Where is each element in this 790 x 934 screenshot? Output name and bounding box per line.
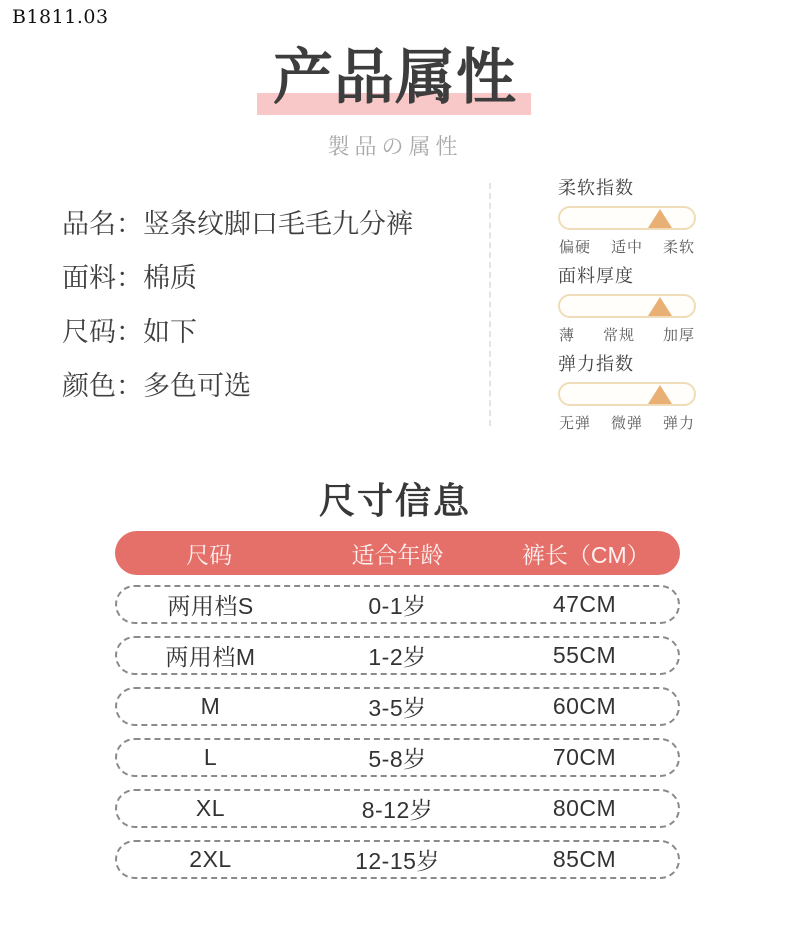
level-label: 微弹 [610,415,643,432]
cell-size: 两用档M [165,644,256,670]
triangle-marker-icon [648,385,672,404]
indicator-title: 面料厚度 [558,266,634,286]
level-label: 适中 [610,239,643,256]
cell-size: XL [195,795,226,821]
attribute-fabric [62,259,413,297]
indicator-thickness [558,264,696,347]
column-header-size: 尺码 [186,541,233,568]
column-header-age: 适合年龄 [351,541,444,568]
cell-size: 2XL [189,846,232,872]
attribute-label: 品名： [62,209,143,239]
indicator-track [558,206,696,230]
level-label: 常规 [602,327,635,344]
attribute-color [62,367,413,405]
page-title: 产品属性 [273,44,517,111]
size-table-header [115,531,680,575]
attribute-size [62,313,413,351]
cell-age: 0-1岁 [368,593,427,619]
attribute-value: 多色可选 [143,371,251,401]
attribute-value: 如下 [143,317,197,347]
cell-length: 85CM [552,846,617,872]
table-row [115,789,680,828]
page-title-wrap [273,44,517,111]
indicator-track [558,382,696,406]
attribute-value: 棉质 [143,263,197,293]
cell-size: 两用档S [167,593,254,619]
indicator-elasticity [558,352,696,435]
indicator-title: 弹力指数 [558,354,634,374]
table-row [115,840,680,879]
table-row [115,738,680,777]
level-label: 无弹 [559,415,592,432]
level-label: 薄 [559,327,576,344]
attribute-label: 面料： [62,263,143,293]
product-code: B1811.03 [12,6,109,28]
attribute-label: 颜色： [62,371,143,401]
indicator-levels [558,413,696,435]
level-label: 柔软 [662,239,695,256]
indicator-panel [558,176,696,440]
dashed-divider [489,183,491,426]
table-row [115,687,680,726]
cell-length: 60CM [552,693,617,719]
indicator-levels [558,237,696,259]
cell-age: 1-2岁 [368,644,427,670]
table-row [115,636,680,675]
attribute-label: 尺码： [62,317,143,347]
attribute-value: 竖条纹脚口毛毛九分裤 [143,209,413,239]
indicator-levels [558,325,696,347]
triangle-marker-icon [648,209,672,228]
size-section-title: 尺寸信息 [318,480,471,521]
cell-length: 47CM [552,591,617,617]
level-label: 弹力 [662,415,695,432]
column-header-length: 裤长（CM） [521,541,650,568]
cell-age: 12-15岁 [355,848,440,874]
cell-length: 55CM [552,642,617,668]
page-subtitle: 製品の属性 [327,135,463,160]
attribute-list [62,205,413,421]
level-label: 偏硬 [559,239,592,256]
indicator-title: 柔软指数 [558,178,634,198]
cell-length: 80CM [552,795,617,821]
triangle-marker-icon [648,297,672,316]
cell-age: 5-8岁 [368,746,427,772]
table-row [115,585,680,624]
cell-size: M [200,693,221,719]
indicator-track [558,294,696,318]
cell-age: 8-12岁 [361,797,434,823]
attribute-name [62,205,413,243]
cell-size: L [203,744,218,770]
indicator-softness [558,176,696,259]
size-table [115,531,680,891]
level-label: 加厚 [662,327,695,344]
title-section [0,44,790,161]
cell-length: 70CM [552,744,617,770]
cell-age: 3-5岁 [368,695,427,721]
